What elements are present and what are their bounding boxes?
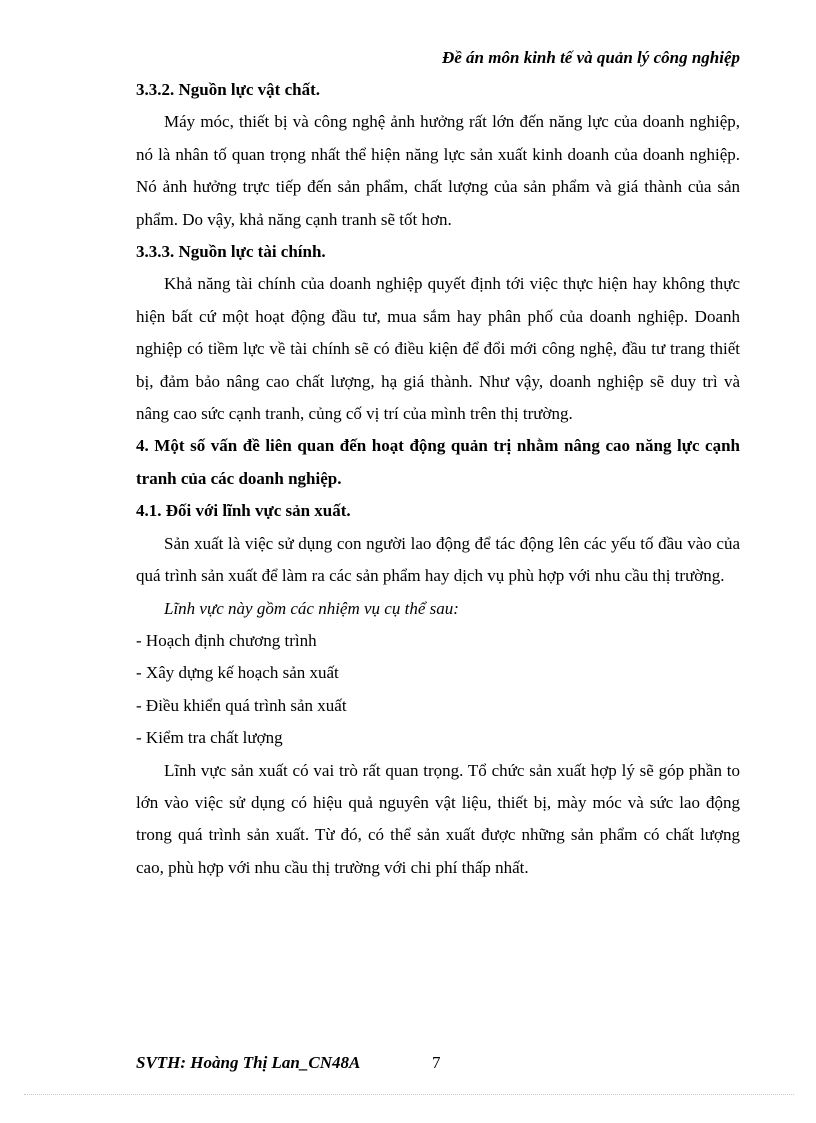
list-item: - Kiểm tra chất lượng (136, 728, 283, 748)
page-footer (136, 1053, 441, 1073)
section-heading-3-3-3: 3.3.3. Nguồn lực tài chính. (136, 242, 326, 262)
document-header-title: Đề án môn kinh tế và quản lý công nghiệp (441, 48, 740, 67)
section-heading-4-1: 4.1. Đối với lĩnh vực sản xuất. (136, 501, 351, 521)
paragraph-production-role: Lĩnh vực sản xuất có vai trò rất quan trọng. Tổ chức sản xuất hợp lý sẽ góp phần to lớn vào việc sử dụng có hiệu quả nguyên vật liệu, thiết bị, mày móc và sức lao động trong quá trình sản xuất. Từ đó, có thể sản xuất được những sản phẩm có chất lượng cao, phù hợp với nhu cầu thị trường với chi phí thấp nhất. (136, 760, 740, 877)
list-item: - Điều khiển quá trình sản xuất (136, 695, 347, 715)
paragraph-physical-resources: Máy móc, thiết bị và công nghệ ảnh hưởng rất lớn đến năng lực của doanh nghiệp, nó là nhân tố quan trọng nhất thể hiện năng lực sản xuất kinh doanh của doanh nghiệp. Nó ảnh hưởng trực tiếp đến sản phẩm, chất lượng của sản phẩm và giá thành của sản phẩm. Do vậy, khả năng cạnh tranh sẽ tốt hơn. (136, 112, 740, 229)
paragraph-financial-resources: Khả năng tài chính của doanh nghiệp quyết định tới việc thực hiện hay không thực hiện bất cứ một hoạt động đầu tư, mua sắm hay phân phố của doanh nghiệp. Doanh nghiệp có tiềm lực về tài chính sẽ có điều kiện để đổi mới công nghệ, đầu tư trang thiết bị, đảm bảo nâng cao chất lượng, hạ giá thành. Như vậy, doanh nghiệp sẽ duy trì và nâng cao sức cạnh tranh, củng cố vị trí của mình trên thị trường. (136, 274, 740, 424)
paragraph-production-definition: Sản xuất là việc sử dụng con người lao động để tác động lên các yếu tố đầu vào của quá trình sản xuất để làm ra các sản phẩm hay dịch vụ phù hợp với nhu cầu thị trường. (136, 533, 740, 586)
section-heading-4: 4. Một số vấn đề liên quan đến hoạt động quản trị nhằm nâng cao năng lực cạnh tranh của các doanh nghiệp. (136, 436, 740, 488)
list-item: - Xây dựng kế hoạch sản xuất (136, 663, 339, 683)
footer-author: SVTH: Hoàng Thị Lan_CN48A (136, 1053, 361, 1072)
list-item: - Hoạch định chương trình (136, 630, 317, 650)
tasks-intro: Lĩnh vực này gồm các nhiệm vụ cụ thể sau: (164, 598, 459, 618)
section-heading-3-3-2: 3.3.2. Nguồn lực vật chất. (136, 80, 320, 99)
document-body (136, 74, 740, 884)
page-bottom-divider (24, 1094, 794, 1095)
page-number: 7 (432, 1053, 441, 1072)
